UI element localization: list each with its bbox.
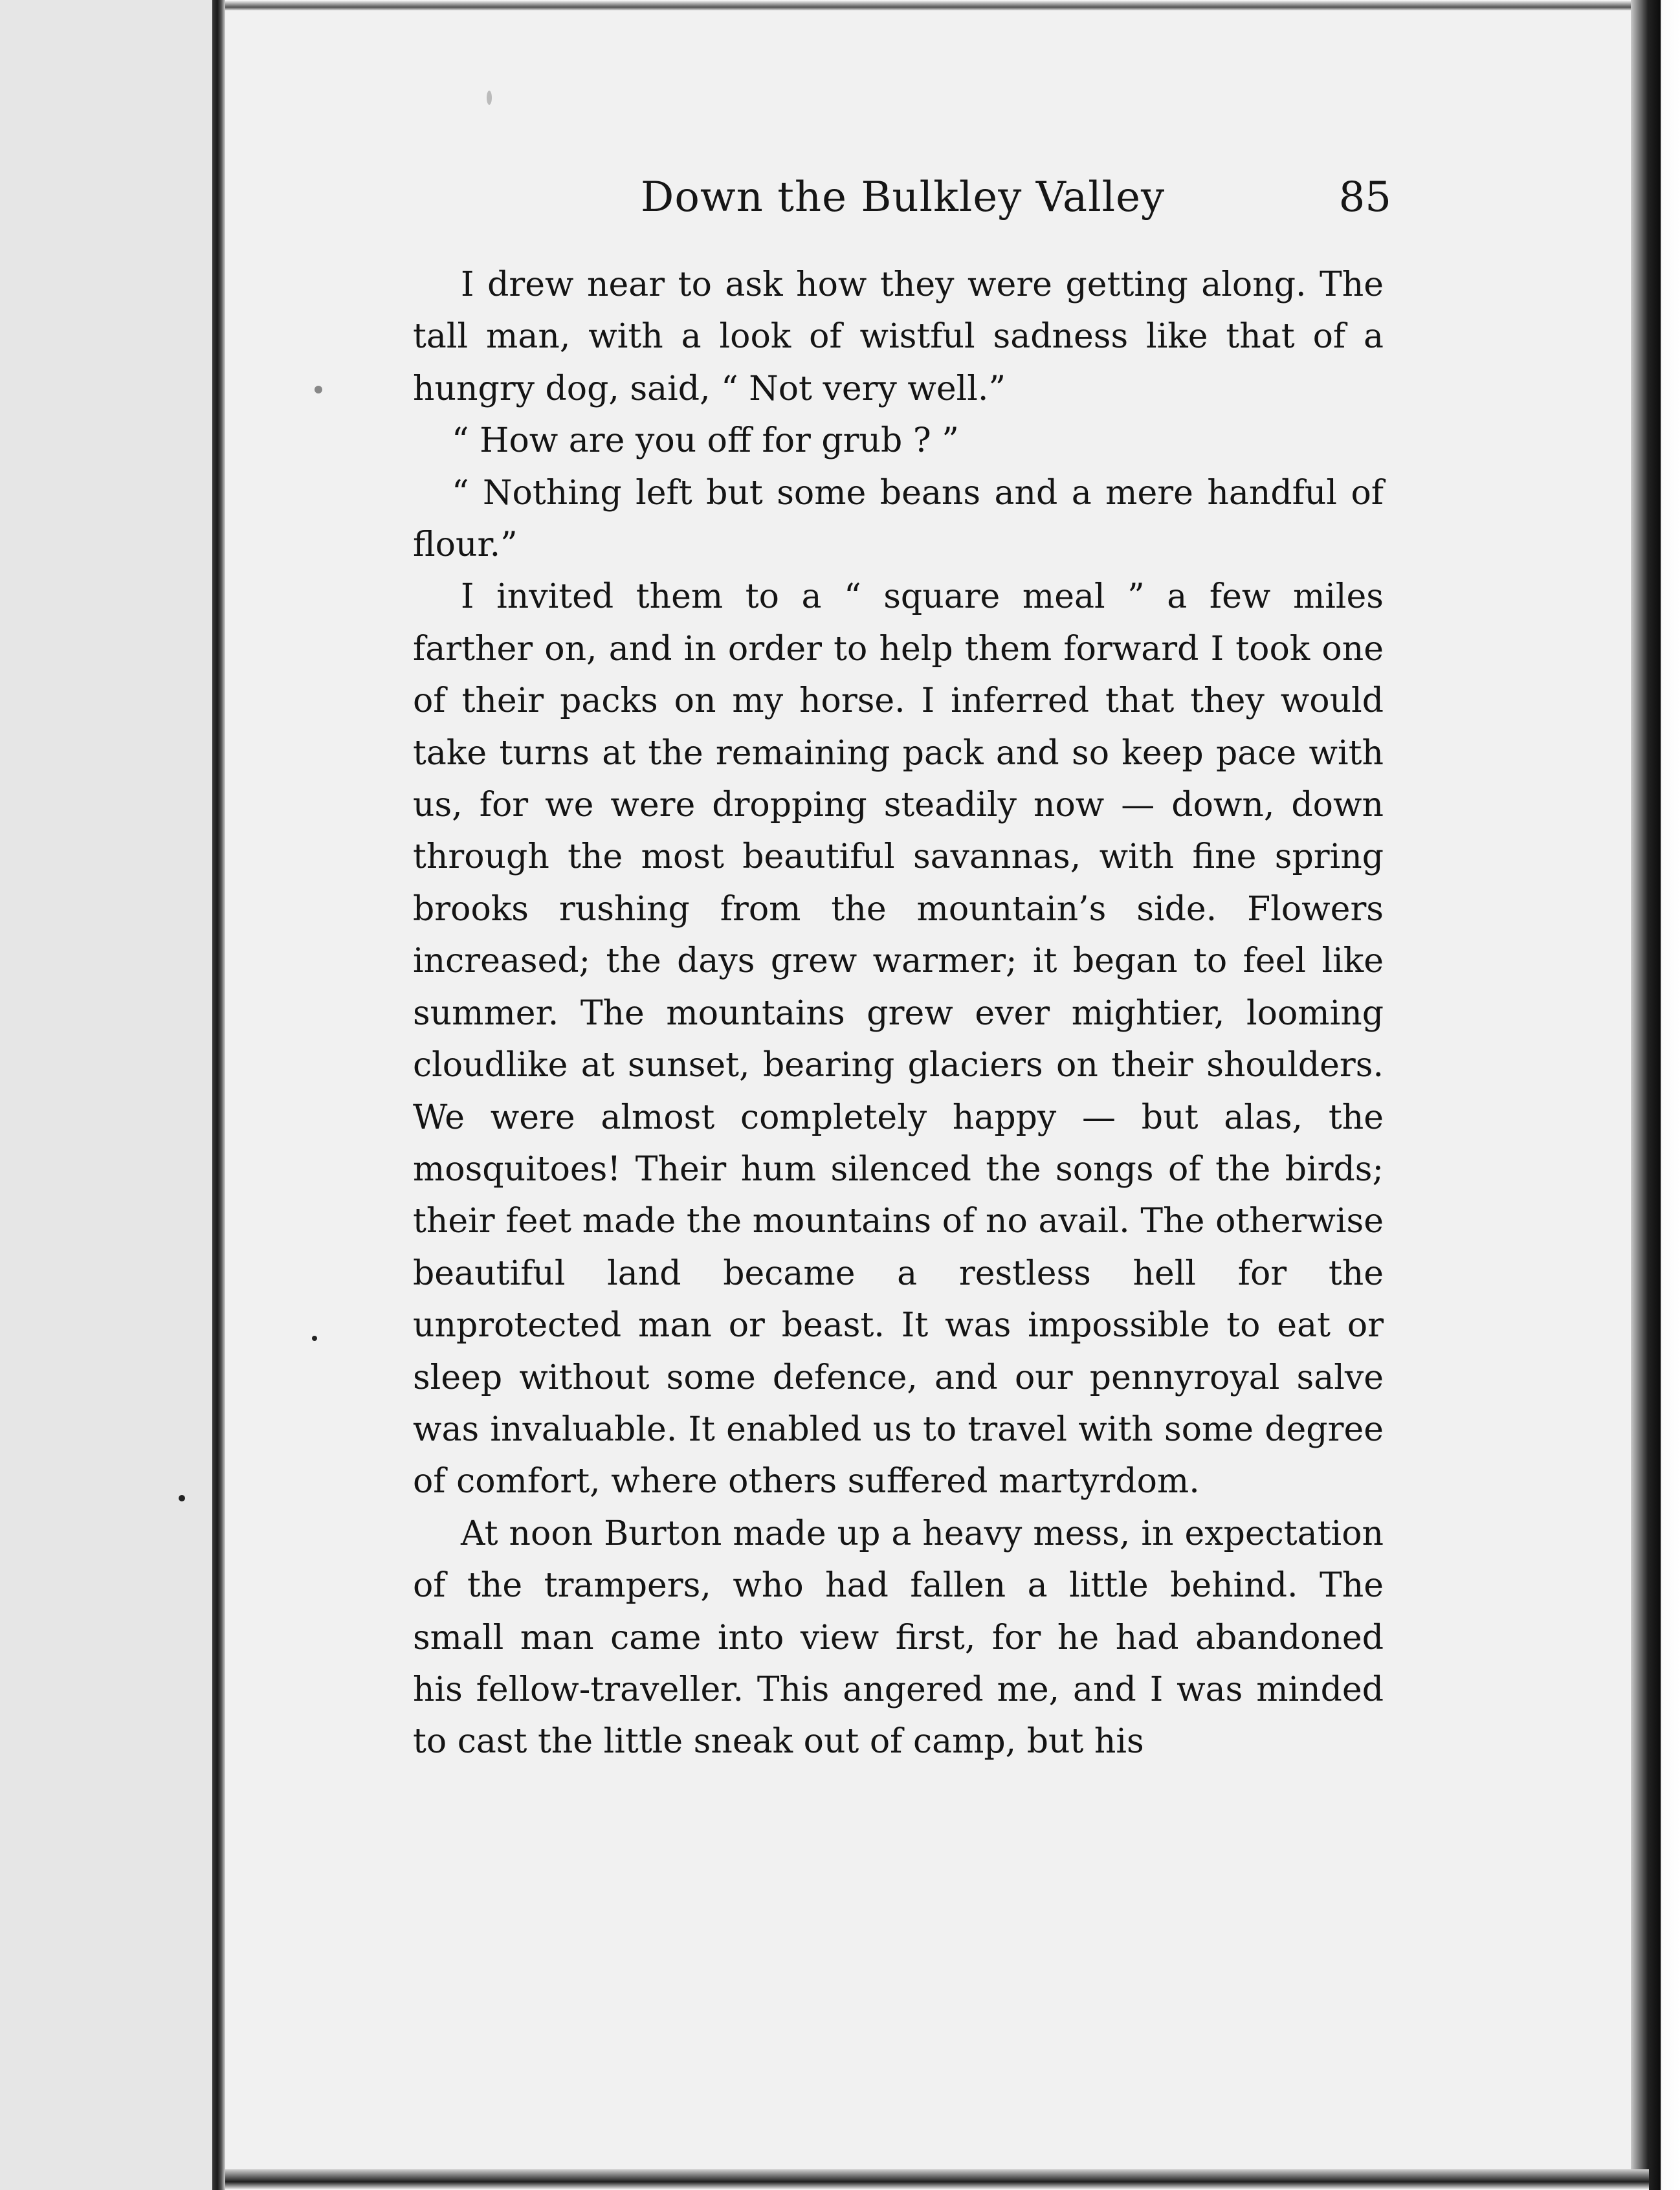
- speck-mark: [315, 386, 322, 393]
- speck-mark: [179, 1495, 185, 1501]
- page-top-edge: [225, 0, 1649, 10]
- paragraph: I invited them to a “ square meal ” a few miles farther on, and in order to help them forward I took one of their packs on my horse. I inferred that they would take turns at the remaining pack and so keep pace with us, for we were dropping steadily now — down, down through the most beautiful savannas, with fine spring brooks rushing from the mountain’s side. Flowers increased; the days grew warmer; it began to feel like summer. The mountains grew ever mightier, looming cloudlike at sunset, bearing glaciers on their shoulders. We were almost completely happy — but alas, the mosquitoes! Their hum silenced the songs of the birds; their feet made the mountains of no avail. The otherwise beautiful land became a restless hell for the unprotected man or beast. It was impossible to eat or sleep without some defence, and our pennyroyal salve was invaluable. It enabled us to travel with some degree of comfort, where others suffered martyrdom.: [413, 577, 1384, 1501]
- page-header: [641, 173, 1391, 238]
- running-title: Down the Bulkley Valley: [641, 173, 1166, 221]
- paragraph: I drew near to ask how they were getting along. The tall man, with a look of wistful sadness like that of a hungry dog, said, “ Not very well.”: [413, 265, 1384, 408]
- body-text: [413, 259, 1384, 1838]
- speck-mark: [487, 91, 492, 105]
- book-gutter: [212, 0, 225, 2190]
- page-number: 85: [1338, 173, 1391, 221]
- paragraph: “ How are you off for grub ? ”: [452, 421, 959, 461]
- page-right-edge: [1631, 0, 1680, 2190]
- speck-mark: [312, 1336, 317, 1341]
- paragraph: “ Nothing left but some beans and a mere handful of flour.”: [413, 473, 1384, 565]
- page-bottom-edge: [225, 2169, 1649, 2190]
- paragraph: At noon Burton made up a heavy mess, in expectation of the trampers, who had fallen a little behind. The small man came into view first, for he had abandoned his fellow-traveller. This angered me, and I was minded to cast the little sneak out of camp, but his: [413, 1514, 1384, 1762]
- facing-page-margin: [0, 0, 212, 2190]
